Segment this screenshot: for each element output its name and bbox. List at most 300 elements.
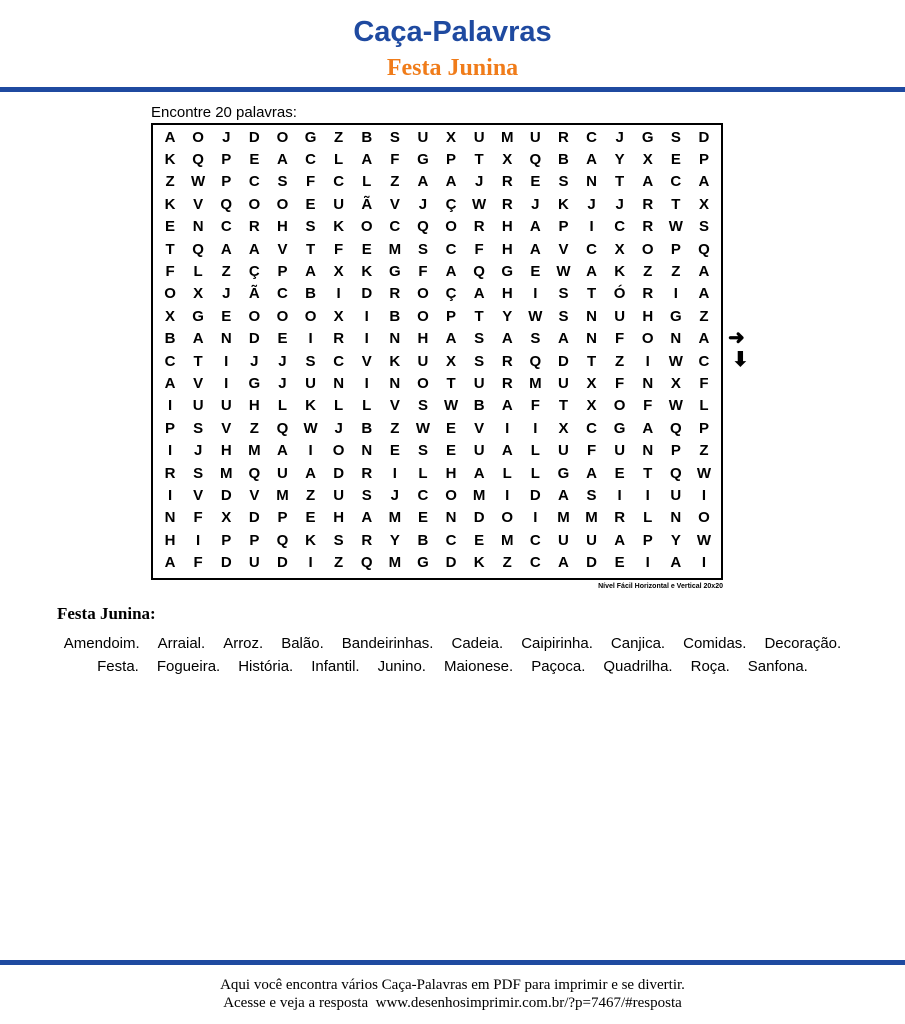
grid-cell: P bbox=[165, 419, 176, 437]
grid-cell: G bbox=[304, 128, 317, 146]
grid-cell: C bbox=[445, 531, 457, 549]
grid-cell: W bbox=[472, 195, 487, 213]
grid-cell: M bbox=[529, 375, 542, 393]
grid-cell: S bbox=[305, 218, 316, 236]
grid-cell: Q bbox=[529, 352, 542, 370]
grid-cell: I bbox=[336, 285, 341, 303]
grid-cell: C bbox=[445, 240, 457, 258]
grid-cell: B bbox=[361, 128, 373, 146]
grid-cell: F bbox=[586, 442, 597, 460]
grid-cell: F bbox=[334, 240, 344, 258]
grid-cell: W bbox=[191, 173, 206, 191]
grid-cell: X bbox=[333, 263, 344, 281]
grid-cell: Z bbox=[334, 128, 344, 146]
grid-cell: C bbox=[277, 285, 288, 303]
grid-cell: J bbox=[278, 352, 287, 370]
grid-cell: Ç bbox=[248, 263, 260, 281]
grid-cell: E bbox=[221, 307, 232, 325]
grid-cell: I bbox=[617, 487, 622, 505]
grid-cell: J bbox=[250, 352, 259, 370]
grid-cell: A bbox=[445, 173, 457, 191]
grid-cell: G bbox=[389, 263, 401, 281]
grid-cell: H bbox=[164, 531, 176, 549]
grid-cell: J bbox=[418, 195, 428, 213]
grid-cell: E bbox=[446, 442, 457, 460]
grid-cell: M bbox=[219, 464, 233, 482]
grid-cell: N bbox=[361, 442, 373, 460]
word-list-item: Fogueira. bbox=[156, 657, 221, 675]
grid-cell: A bbox=[529, 218, 541, 236]
grid-cell: T bbox=[446, 375, 456, 393]
grid-cell: T bbox=[165, 240, 175, 258]
grid-cell: G bbox=[248, 375, 261, 393]
grid-cell: P bbox=[698, 419, 709, 437]
grid-cell: I bbox=[364, 375, 369, 393]
grid-cell: K bbox=[614, 263, 626, 281]
grid-cell: F bbox=[165, 263, 175, 281]
grid-cell: N bbox=[586, 173, 597, 191]
grid-cell: W bbox=[415, 419, 431, 437]
word-list-item: Arroz. bbox=[223, 635, 264, 652]
grid-cell: C bbox=[220, 218, 232, 236]
grid-cell: J bbox=[222, 285, 231, 303]
grid-cell: F bbox=[305, 173, 316, 191]
grid-cell: Z bbox=[334, 554, 344, 572]
grid-cell: V bbox=[193, 487, 204, 505]
grid-cell: V bbox=[193, 195, 204, 213]
grid-cell: T bbox=[305, 240, 316, 258]
grid-cell: A bbox=[445, 330, 457, 348]
grid-cell: Z bbox=[699, 307, 709, 325]
grid-cell: A bbox=[558, 554, 569, 572]
grid-cell: J bbox=[615, 195, 624, 213]
grid-cell: O bbox=[641, 330, 654, 348]
grid-cell: A bbox=[558, 330, 569, 348]
grid-cell: I bbox=[308, 330, 313, 348]
grid-cell: S bbox=[417, 397, 428, 415]
grid-cell: C bbox=[614, 218, 626, 236]
grid-cell: S bbox=[193, 464, 204, 482]
grid-cell: J bbox=[193, 442, 203, 460]
grid-cell: O bbox=[445, 218, 457, 236]
grid-cell: I bbox=[701, 487, 707, 505]
grid-cell: I bbox=[505, 419, 510, 437]
grid-cell: X bbox=[333, 307, 344, 325]
grid-cell: C bbox=[586, 128, 597, 146]
grid-cell: S bbox=[558, 285, 569, 303]
grid-cell: A bbox=[586, 464, 597, 482]
grid-cell: E bbox=[530, 173, 541, 191]
grid-cell: Y bbox=[502, 307, 513, 325]
grid-cell: O bbox=[360, 218, 373, 236]
grid-cell: L bbox=[530, 442, 540, 460]
grid-cell: G bbox=[417, 554, 429, 572]
grid-cell: A bbox=[277, 442, 288, 460]
grid-cell: A bbox=[698, 263, 710, 281]
grid-cell: F bbox=[418, 263, 428, 281]
grid-cell: K bbox=[333, 218, 345, 236]
grid-cell: Q bbox=[529, 151, 542, 169]
grid-cell: Ã bbox=[361, 195, 373, 213]
grid-cell: S bbox=[193, 419, 204, 437]
word-list-item: Quadrilha. bbox=[603, 657, 673, 675]
grid-cell: H bbox=[220, 442, 232, 460]
grid-cell: H bbox=[248, 397, 260, 415]
grid-cell: Q bbox=[417, 218, 429, 236]
grid-cell: B bbox=[305, 285, 316, 303]
grid-cell: J bbox=[615, 128, 624, 146]
grid-cell: X bbox=[586, 375, 597, 393]
grid-cell: I bbox=[533, 285, 538, 303]
grid-cell: U bbox=[558, 442, 569, 460]
grid-cell: P bbox=[446, 151, 457, 169]
grid-cell: M bbox=[388, 240, 402, 258]
grid-cell: I bbox=[645, 554, 650, 572]
grid-cell: X bbox=[446, 128, 457, 146]
grid-cell: U bbox=[220, 397, 232, 415]
grid-cell: N bbox=[164, 509, 176, 527]
grid-cell: M bbox=[557, 509, 570, 527]
word-list-item: Balão. bbox=[281, 635, 324, 652]
grid-cell: D bbox=[445, 554, 457, 572]
grid-cell: I bbox=[224, 352, 229, 370]
grid-cell: W bbox=[303, 419, 318, 437]
grid-cell: T bbox=[586, 285, 597, 303]
grid-cell: A bbox=[529, 240, 541, 258]
grid-cell: A bbox=[698, 330, 710, 348]
grid-cell: K bbox=[305, 397, 316, 415]
grid-cell: D bbox=[361, 285, 373, 303]
grid-cell: L bbox=[193, 263, 203, 281]
grid-cell: E bbox=[389, 442, 400, 460]
grid-cell: T bbox=[474, 151, 484, 169]
grid-cell: H bbox=[417, 330, 429, 348]
grid-cell: V bbox=[389, 397, 400, 415]
grid-cell: K bbox=[389, 352, 401, 370]
grid-cell: S bbox=[277, 173, 288, 191]
grid-cell: C bbox=[164, 352, 176, 370]
grid-cell: M bbox=[585, 509, 598, 527]
grid-cell: P bbox=[670, 442, 681, 460]
grid-cell: E bbox=[614, 554, 625, 572]
grid-cell: C bbox=[389, 218, 401, 236]
grid-cell: S bbox=[474, 352, 485, 370]
grid-cell: U bbox=[333, 195, 345, 213]
grid-cell: Q bbox=[670, 464, 682, 482]
grid-cell: R bbox=[389, 285, 401, 303]
grid-cell: X bbox=[614, 240, 625, 258]
grid-cell: D bbox=[248, 509, 260, 527]
grid-cell: M bbox=[500, 128, 514, 146]
grid-cell: E bbox=[305, 195, 316, 213]
grid-cell: C bbox=[417, 487, 429, 505]
grid-cell: K bbox=[558, 195, 569, 213]
grid-cell: C bbox=[670, 173, 682, 191]
grid-cell: U bbox=[614, 307, 626, 325]
grid-cell: U bbox=[473, 375, 485, 393]
grid-cell: A bbox=[164, 554, 176, 572]
grid-cell: D bbox=[220, 487, 232, 505]
grid-cell: A bbox=[192, 330, 204, 348]
grid-cell: A bbox=[164, 128, 176, 146]
grid-cell: F bbox=[643, 397, 653, 415]
grid-cell: I bbox=[364, 307, 369, 325]
grid-cell: M bbox=[248, 442, 261, 460]
grid-cell: W bbox=[696, 531, 712, 549]
grid-cell: V bbox=[249, 487, 260, 505]
grid-cell: G bbox=[670, 307, 682, 325]
grid-cell: N bbox=[333, 375, 345, 393]
instruction-text: Encontre 20 palavras: bbox=[151, 104, 297, 121]
grid-cell: I bbox=[224, 375, 229, 393]
grid-cell: C bbox=[529, 531, 541, 549]
grid-cell: I bbox=[533, 419, 538, 437]
grid-cell: A bbox=[361, 151, 373, 169]
word-list-item: Bandeirinhas. bbox=[341, 635, 434, 652]
grid-cell: H bbox=[642, 307, 654, 325]
grid-cell: I bbox=[167, 397, 173, 415]
grid-cell: N bbox=[670, 330, 682, 348]
grid-cell: R bbox=[501, 352, 513, 370]
grid-cell: O bbox=[192, 128, 204, 146]
grid-cell: Ó bbox=[613, 285, 626, 303]
grid-cell: Y bbox=[614, 151, 625, 169]
grid-cell: T bbox=[671, 195, 681, 213]
word-list-item: Paçoca. bbox=[531, 657, 586, 675]
grid-cell: P bbox=[277, 263, 288, 281]
grid-cell: Z bbox=[615, 352, 625, 370]
grid-cell: D bbox=[473, 509, 485, 527]
grid-cell: A bbox=[670, 554, 682, 572]
grid-cell: W bbox=[668, 397, 683, 415]
grid-cell: N bbox=[586, 330, 597, 348]
grid-cell: R bbox=[501, 195, 513, 213]
grid-cell: T bbox=[193, 352, 203, 370]
grid-cell: W bbox=[528, 307, 543, 325]
grid-cell: J bbox=[222, 128, 231, 146]
level-label: Nível Fácil Horizontal e Vertical 20x20 bbox=[598, 583, 723, 590]
grid-cell: A bbox=[248, 240, 260, 258]
grid-cell: Z bbox=[643, 263, 653, 281]
grid-cell: U bbox=[248, 554, 260, 572]
grid-cell: O bbox=[304, 307, 317, 325]
grid-cell: N bbox=[586, 307, 597, 325]
grid-cell: R bbox=[473, 218, 485, 236]
grid-cell: N bbox=[642, 375, 654, 393]
grid-cell: G bbox=[641, 128, 654, 146]
grid-cell: Z bbox=[502, 554, 512, 572]
grid-cell: E bbox=[670, 151, 681, 169]
grid-cell: P bbox=[221, 151, 232, 169]
grid-cell: R bbox=[501, 375, 513, 393]
footer-line-2: Acesse e veja a resposta www.desenhosimprimir.com.br/?p=7467/#resposta bbox=[223, 995, 682, 1011]
grid-cell: X bbox=[586, 397, 597, 415]
grid-cell: P bbox=[249, 531, 260, 549]
grid-cell: A bbox=[277, 151, 288, 169]
grid-cell: Q bbox=[192, 151, 204, 169]
grid-cell: A bbox=[445, 263, 457, 281]
grid-cell: L bbox=[362, 173, 372, 191]
grid-cell: F bbox=[615, 330, 625, 348]
grid-cell: U bbox=[558, 375, 569, 393]
grid-cell: P bbox=[221, 531, 232, 549]
grid-cell: P bbox=[446, 307, 457, 325]
grid-cell: A bbox=[586, 151, 597, 169]
grid-cell: L bbox=[418, 464, 428, 482]
grid-cell: O bbox=[164, 285, 176, 303]
grid-cell: D bbox=[248, 128, 260, 146]
grid-cell: C bbox=[586, 419, 597, 437]
grid-cell: B bbox=[164, 330, 176, 348]
grid-cell: C bbox=[529, 554, 541, 572]
grid-cell: O bbox=[276, 307, 289, 325]
grid-cell: M bbox=[472, 487, 486, 505]
grid-cell: K bbox=[164, 195, 176, 213]
grid-cell: V bbox=[221, 419, 232, 437]
grid-cell: Y bbox=[389, 531, 400, 549]
word-list-item: Canjica. bbox=[610, 635, 666, 652]
footer bbox=[0, 976, 905, 1012]
grid-cell: P bbox=[558, 218, 569, 236]
grid-cell: S bbox=[389, 128, 400, 146]
arrow-down-icon: ⬇ bbox=[732, 349, 749, 371]
grid-cell: D bbox=[248, 330, 260, 348]
grid-cell: A bbox=[305, 263, 316, 281]
grid-cell: I bbox=[589, 218, 594, 236]
grid-cell: D bbox=[529, 487, 541, 505]
grid-cell: B bbox=[389, 307, 401, 325]
grid-cell: J bbox=[531, 195, 540, 213]
grid-cell: X bbox=[558, 419, 569, 437]
grid-cell: Z bbox=[221, 263, 231, 281]
grid-cell: M bbox=[276, 487, 289, 505]
grid-cell: S bbox=[333, 531, 344, 549]
grid-cell: R bbox=[614, 509, 626, 527]
grid-cell: F bbox=[390, 151, 400, 169]
grid-cell: B bbox=[473, 397, 485, 415]
grid-cell: G bbox=[557, 464, 570, 482]
grid-cell: Z bbox=[165, 173, 175, 191]
grid-cell: B bbox=[361, 419, 373, 437]
grid-cell: A bbox=[473, 285, 485, 303]
grid-cell: Y bbox=[670, 531, 681, 549]
grid-cell: S bbox=[586, 487, 597, 505]
grid-cell: C bbox=[698, 352, 710, 370]
word-list bbox=[40, 633, 865, 678]
grid-cell: N bbox=[670, 509, 682, 527]
grid-cell: I bbox=[308, 442, 313, 460]
grid-cell: X bbox=[165, 307, 176, 325]
grid-cell: F bbox=[193, 509, 203, 527]
grid-cell: Z bbox=[671, 263, 681, 281]
grid-cell: D bbox=[586, 554, 597, 572]
grid-cell: E bbox=[530, 263, 541, 281]
grid-cell: Z bbox=[305, 487, 316, 505]
word-list-item: Sanfona. bbox=[747, 657, 808, 675]
grid-cell: K bbox=[164, 151, 176, 169]
grid-cell: I bbox=[364, 330, 369, 348]
grid-cell: H bbox=[501, 285, 513, 303]
grid-cell: W bbox=[556, 263, 571, 281]
grid-cell: U bbox=[192, 397, 204, 415]
grid-cell: U bbox=[305, 375, 316, 393]
grid-cell: G bbox=[613, 419, 626, 437]
grid-cell: O bbox=[248, 307, 261, 325]
grid-cell: I bbox=[167, 487, 173, 505]
grid-cell: A bbox=[642, 419, 654, 437]
grid-cell: U bbox=[417, 352, 429, 370]
grid-cell: Ç bbox=[445, 195, 457, 213]
grid-cell: T bbox=[474, 307, 484, 325]
grid-cell: M bbox=[388, 554, 402, 572]
grid-cell: V bbox=[389, 195, 400, 213]
grid-cell: F bbox=[474, 240, 484, 258]
grid-cell: U bbox=[333, 487, 345, 505]
grid-cell: N bbox=[192, 218, 204, 236]
grid-cell: C bbox=[248, 173, 260, 191]
grid-cell: H bbox=[333, 509, 345, 527]
grid-cell: I bbox=[392, 464, 397, 482]
word-list-item: Infantil. bbox=[311, 657, 360, 675]
grid-cell: J bbox=[278, 375, 287, 393]
bottom-divider bbox=[0, 960, 905, 965]
grid-cell: O bbox=[501, 509, 514, 527]
grid-cell: G bbox=[192, 307, 204, 325]
grid-cell: S bbox=[474, 330, 485, 348]
grid-cell: Ã bbox=[248, 285, 260, 303]
grid-cell: L bbox=[699, 397, 709, 415]
grid-cell: N bbox=[389, 330, 401, 348]
grid-cell: P bbox=[221, 173, 232, 191]
grid-cell: D bbox=[333, 464, 345, 482]
grid-cell: U bbox=[473, 128, 485, 146]
grid-cell: O bbox=[332, 442, 345, 460]
grid-cell: R bbox=[642, 218, 654, 236]
grid-cell: J bbox=[334, 419, 343, 437]
grid-cell: I bbox=[701, 554, 707, 572]
grid-cell: V bbox=[474, 419, 485, 437]
grid-cell: T bbox=[558, 397, 569, 415]
word-list-item: História. bbox=[238, 657, 294, 675]
grid-cell: H bbox=[445, 464, 457, 482]
grid-cell: A bbox=[305, 464, 316, 482]
grid-cell: P bbox=[698, 151, 709, 169]
grid-cell: L bbox=[530, 464, 540, 482]
grid-cell: A bbox=[642, 173, 654, 191]
grid-cell: J bbox=[474, 173, 484, 191]
grid-cell: E bbox=[417, 509, 428, 527]
grid-cell: X bbox=[221, 509, 232, 527]
grid-cell: U bbox=[277, 464, 288, 482]
grid-cell: B bbox=[558, 151, 569, 169]
grid-cell: O bbox=[248, 195, 261, 213]
grid-cell: U bbox=[558, 531, 569, 549]
grid-cell: L bbox=[643, 509, 653, 527]
grid-cell: F bbox=[193, 554, 203, 572]
arrow-right-icon: ➜ bbox=[728, 327, 745, 349]
grid-cell: V bbox=[361, 352, 372, 370]
grid-cell: Q bbox=[220, 195, 233, 213]
grid-cell: Q bbox=[276, 419, 289, 437]
grid-cell: W bbox=[668, 352, 683, 370]
grid-cell: S bbox=[530, 330, 541, 348]
grid-cell: C bbox=[333, 352, 345, 370]
grid-cell: S bbox=[361, 487, 372, 505]
grid-cell: E bbox=[305, 509, 316, 527]
grid-cell: E bbox=[614, 464, 625, 482]
grid-cell: L bbox=[277, 397, 288, 415]
grid-cell: A bbox=[473, 464, 485, 482]
